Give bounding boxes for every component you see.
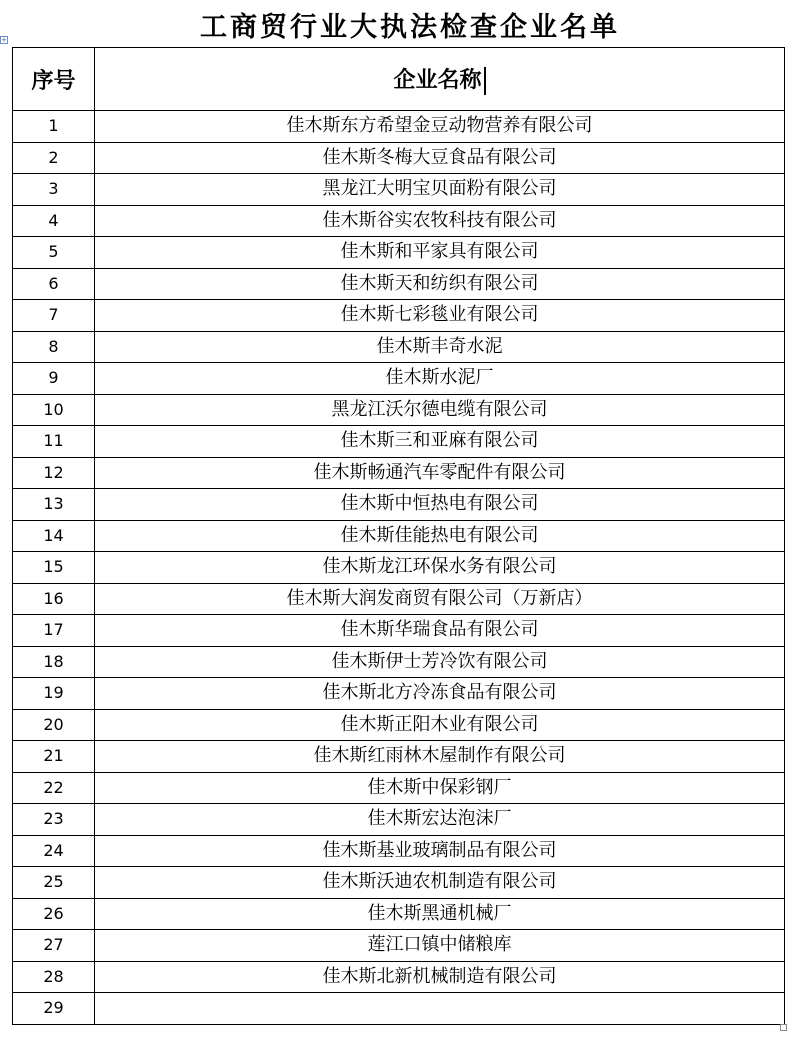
table-row: [13, 363, 785, 395]
company-name-cell[interactable]: 佳木斯北方冷冻食品有限公司: [95, 678, 785, 710]
company-name-cell[interactable]: 佳木斯佳能热电有限公司: [95, 520, 785, 552]
seq-cell[interactable]: 25: [13, 867, 95, 899]
company-name-cell[interactable]: 佳木斯大润发商贸有限公司（万新店）: [95, 583, 785, 615]
header-name-label: 企业名称: [393, 67, 482, 93]
seq-cell[interactable]: 6: [13, 268, 95, 300]
table-row: [13, 835, 785, 867]
table-row: [13, 772, 785, 804]
table-row: [13, 426, 785, 458]
table-row: [13, 237, 785, 269]
table-row: [13, 804, 785, 836]
table-row: [13, 678, 785, 710]
seq-cell[interactable]: 10: [13, 394, 95, 426]
table-row: [13, 489, 785, 521]
company-name-cell[interactable]: 佳木斯伊士芳冷饮有限公司: [95, 646, 785, 678]
table-row: [13, 394, 785, 426]
table-move-handle-icon[interactable]: +: [1, 36, 7, 44]
text-cursor: [484, 67, 486, 95]
table-row: [13, 205, 785, 237]
seq-cell[interactable]: 13: [13, 489, 95, 521]
table-row: [13, 709, 785, 741]
seq-cell[interactable]: 19: [13, 678, 95, 710]
table-row: [13, 898, 785, 930]
table-row: [13, 300, 785, 332]
company-name-cell[interactable]: 佳木斯水泥厂: [95, 363, 785, 395]
table-row: [13, 646, 785, 678]
seq-cell[interactable]: 1: [13, 111, 95, 143]
table-row: [13, 142, 785, 174]
table-row: [13, 961, 785, 993]
enterprise-table: [12, 47, 785, 1025]
company-name-cell[interactable]: 佳木斯沃迪农机制造有限公司: [95, 867, 785, 899]
seq-cell[interactable]: 11: [13, 426, 95, 458]
company-name-cell[interactable]: 佳木斯天和纺织有限公司: [95, 268, 785, 300]
table-row: [13, 867, 785, 899]
table-row: [13, 583, 785, 615]
seq-cell[interactable]: 21: [13, 741, 95, 773]
seq-cell[interactable]: 23: [13, 804, 95, 836]
seq-cell[interactable]: 14: [13, 520, 95, 552]
seq-cell[interactable]: 4: [13, 205, 95, 237]
company-name-cell[interactable]: 佳木斯东方希望金豆动物营养有限公司: [95, 111, 785, 143]
seq-cell[interactable]: 22: [13, 772, 95, 804]
company-name-cell[interactable]: 佳木斯中恒热电有限公司: [95, 489, 785, 521]
seq-cell[interactable]: 8: [13, 331, 95, 363]
table-resize-handle[interactable]: [780, 1024, 787, 1031]
seq-cell[interactable]: 16: [13, 583, 95, 615]
seq-cell[interactable]: 15: [13, 552, 95, 584]
seq-cell[interactable]: 27: [13, 930, 95, 962]
company-name-cell[interactable]: 佳木斯丰奇水泥: [95, 331, 785, 363]
company-name-cell[interactable]: 佳木斯红雨林木屋制作有限公司: [95, 741, 785, 773]
header-name[interactable]: [95, 48, 785, 111]
table-row: [13, 552, 785, 584]
seq-cell[interactable]: 28: [13, 961, 95, 993]
company-name-cell[interactable]: 黑龙江沃尔德电缆有限公司: [95, 394, 785, 426]
seq-cell[interactable]: 2: [13, 142, 95, 174]
company-name-cell[interactable]: 佳木斯正阳木业有限公司: [95, 709, 785, 741]
company-name-cell[interactable]: 佳木斯冬梅大豆食品有限公司: [95, 142, 785, 174]
company-name-cell[interactable]: 佳木斯和平家具有限公司: [95, 237, 785, 269]
company-name-cell[interactable]: 佳木斯中保彩钢厂: [95, 772, 785, 804]
table-row: [13, 111, 785, 143]
table-row: [13, 268, 785, 300]
table-row: [13, 615, 785, 647]
company-name-cell[interactable]: 佳木斯北新机械制造有限公司: [95, 961, 785, 993]
seq-cell[interactable]: 7: [13, 300, 95, 332]
seq-cell[interactable]: 9: [13, 363, 95, 395]
company-name-cell[interactable]: 佳木斯黑通机械厂: [95, 898, 785, 930]
table-row: [13, 930, 785, 962]
seq-cell[interactable]: 24: [13, 835, 95, 867]
seq-cell[interactable]: 5: [13, 237, 95, 269]
company-name-cell[interactable]: 黑龙江大明宝贝面粉有限公司: [95, 174, 785, 206]
company-name-cell[interactable]: 佳木斯畅通汽车零配件有限公司: [95, 457, 785, 489]
table-body: [13, 111, 785, 1025]
company-name-cell[interactable]: 佳木斯七彩毯业有限公司: [95, 300, 785, 332]
table-row: [13, 993, 785, 1025]
seq-cell[interactable]: 3: [13, 174, 95, 206]
seq-cell[interactable]: 18: [13, 646, 95, 678]
table-row: [13, 520, 785, 552]
company-name-cell[interactable]: 佳木斯谷实农牧科技有限公司: [95, 205, 785, 237]
seq-cell[interactable]: 26: [13, 898, 95, 930]
table-row: [13, 174, 785, 206]
company-name-cell[interactable]: [95, 993, 785, 1025]
seq-cell[interactable]: 12: [13, 457, 95, 489]
seq-cell[interactable]: 20: [13, 709, 95, 741]
document-title: 工商贸行业大执法检查企业名单: [200, 12, 620, 43]
header-seq-label: 序号: [31, 67, 76, 94]
table-row: [13, 741, 785, 773]
table-row: [13, 457, 785, 489]
company-name-cell[interactable]: 莲江口镇中储粮库: [95, 930, 785, 962]
company-name-cell[interactable]: 佳木斯华瑞食品有限公司: [95, 615, 785, 647]
table-header-row: [13, 48, 785, 111]
company-name-cell[interactable]: 佳木斯基业玻璃制品有限公司: [95, 835, 785, 867]
seq-cell[interactable]: 17: [13, 615, 95, 647]
table-row: [13, 331, 785, 363]
company-name-cell[interactable]: 佳木斯三和亚麻有限公司: [95, 426, 785, 458]
company-name-cell[interactable]: 佳木斯龙江环保水务有限公司: [95, 552, 785, 584]
company-name-cell[interactable]: 佳木斯宏达泡沫厂: [95, 804, 785, 836]
header-seq[interactable]: [13, 48, 95, 111]
seq-cell[interactable]: 29: [13, 993, 95, 1025]
